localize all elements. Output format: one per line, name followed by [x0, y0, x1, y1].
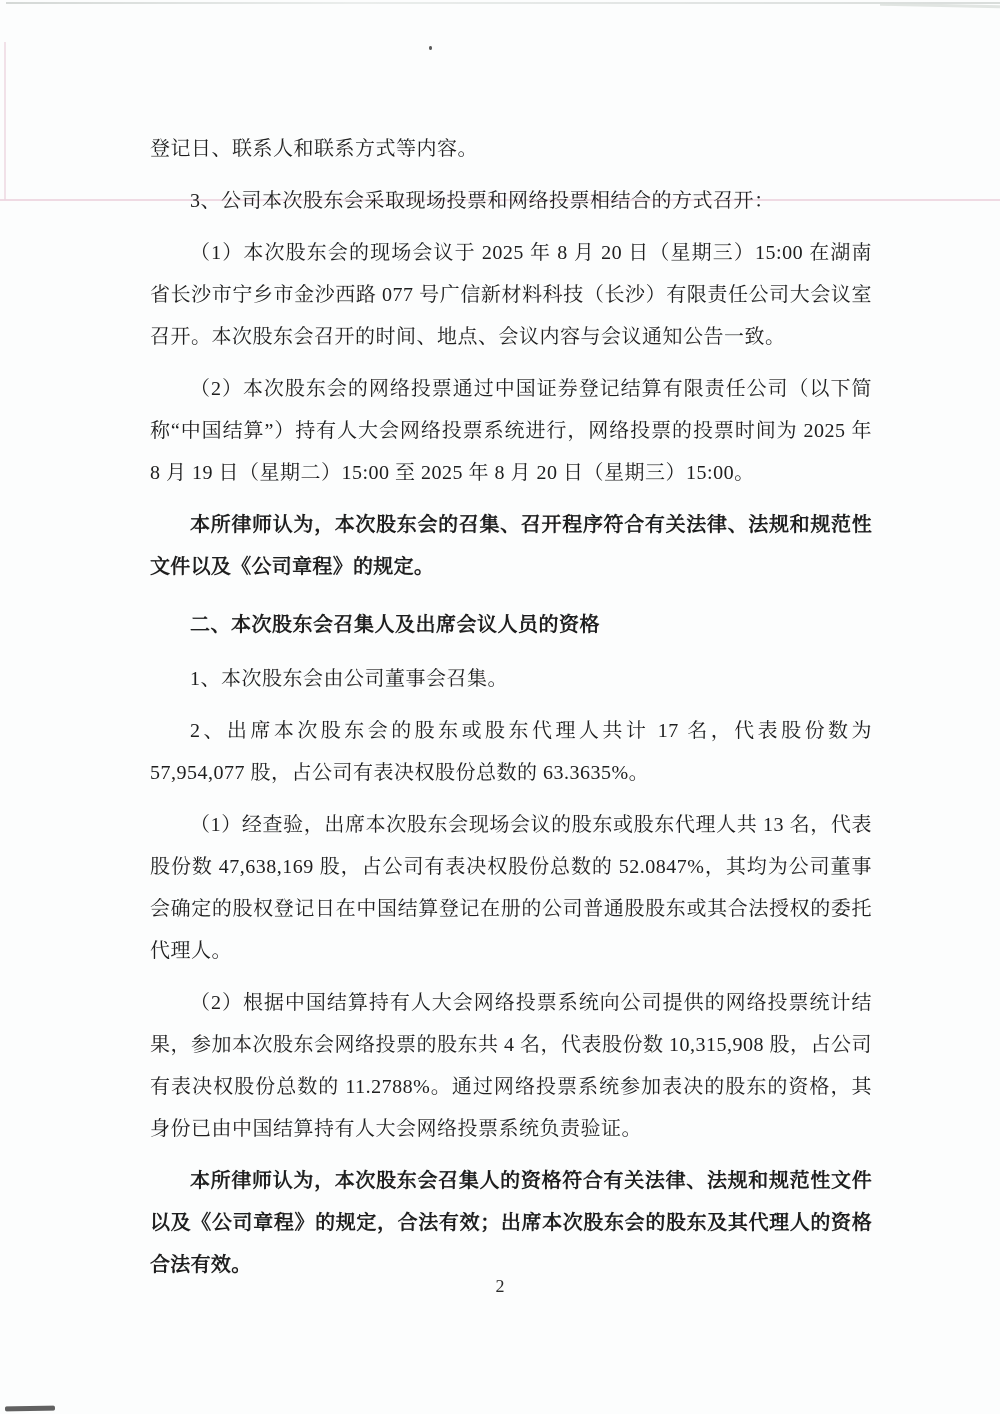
document-body: [150, 128, 872, 1296]
paragraph-item-1: 1、本次股东会由公司董事会召集。: [190, 668, 508, 690]
paragraph-item-3-sub-1: （1）本次股东会的现场会议于 2025 年 8 月 20 日（星期三）15:00 在湖南省长沙市宁乡市金沙西路 077 号广信新材料科技（长沙）有限责任公司大会议室召开。本次股东会召开的时间、地点、会议内容与会议通知公告一致。: [150, 242, 872, 348]
paragraph-item-2: 2、出席本次股东会的股东或股东代理人共计 17 名，代表股份数为 57,954,077 股，占公司有表决权股份总数的 63.3635%。: [150, 720, 872, 784]
paragraph-continuation: 登记日、联系人和联系方式等内容。: [150, 138, 478, 160]
paragraph-item-2-sub-1: （1）经查验，出席本次股东会现场会议的股东或股东代理人共 13 名，代表股份数 47,638,169 股，占公司有表决权股份总数的 52.0847%，其均为公司董事会确定的股权登记日在中国结算登记在册的公司普通股股东或其合法授权的委托代理人。: [150, 814, 872, 962]
pink-rule-vertical-artifact: [4, 42, 6, 200]
lawyer-opinion-paragraph-2: 本所律师认为，本次股东会召集人的资格符合有关法律、法规和规范性文件以及《公司章程》的规定，合法有效；出席本次股东会的股东及其代理人的资格合法有效。: [150, 1170, 872, 1276]
section-heading-2: 二、本次股东会召集人及出席会议人员的资格: [190, 614, 600, 636]
page-number: 2: [495, 1276, 505, 1296]
paragraph-item-3-sub-2: （2）本次股东会的网络投票通过中国证券登记结算有限责任公司（以下简称“中国结算”）持有人大会网络投票系统进行，网络投票的投票时间为 2025 年 8 月 19 日（星期二）15:00 至 2025 年 8 月 20 日（星期三）15:00。: [150, 378, 872, 484]
lawyer-opinion-paragraph-1: 本所律师认为，本次股东会的召集、召开程序符合有关法律、法规和规范性文件以及《公司章程》的规定。: [150, 514, 872, 578]
corner-smudge-artifact: [5, 1406, 55, 1412]
paragraph-item-3: 3、公司本次股东会采取现场投票和网络投票相结合的方式召开：: [190, 190, 775, 212]
scan-edge-artifact: [6, 2, 1000, 4]
paragraph-item-2-sub-2: （2）根据中国结算持有人大会网络投票系统向公司提供的网络投票统计结果，参加本次股东会网络投票的股东共 4 名，代表股份数 10,315,908 股，占公司有表决权股份总数的 11.2788%。通过网络投票系统参加表决的股东的资格，其身份已由中国结算持有人大会网络投票系统负责验证。: [150, 992, 872, 1140]
ink-dot-artifact: [429, 46, 432, 50]
